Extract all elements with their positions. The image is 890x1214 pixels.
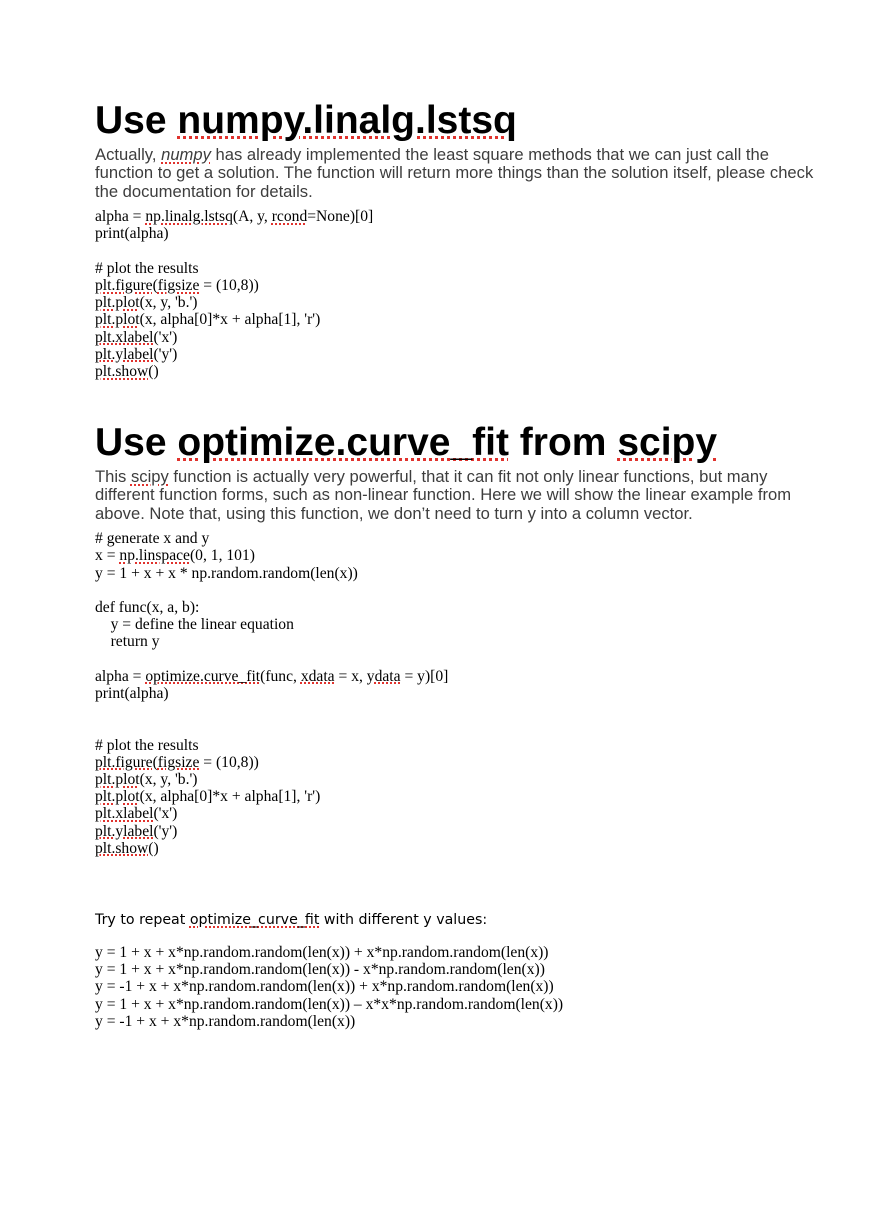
code-line — [95, 651, 815, 668]
code-line: y = define the linear equation — [95, 616, 294, 634]
heading-lstsq-term: numpy.linalg.lstsq — [177, 99, 517, 142]
code-line: plt.xlabel('x') — [95, 805, 178, 823]
spellcheck-term: np.linalg.lstsq — [145, 208, 233, 226]
exercise-prompt-term: optimize_curve_fit — [189, 912, 320, 928]
heading-lstsq: Use numpy.linalg.lstsq — [95, 99, 517, 142]
code-line: alpha = np.linalg.lstsq(A, y, rcond=None)[0] — [95, 208, 374, 226]
code-line: plt.show() — [95, 839, 159, 857]
spellcheck-term: plt.plot — [95, 294, 140, 312]
spellcheck-term: plt.ylabel — [95, 345, 154, 363]
code-line: y = -1 + x + x*np.random.random(len(x)) + x*np.random.random(len(x)) — [95, 978, 554, 996]
code-line: y = 1 + x + x * np.random.random(len(x)) — [95, 564, 358, 582]
code-block-lstsq — [95, 208, 815, 380]
code-block-curve-fit — [95, 530, 815, 857]
spellcheck-term: rcond — [271, 208, 308, 226]
spellcheck-term: plt.figure — [95, 753, 153, 771]
code-line: plt.plot(x, alpha[0]*x + alpha[1], 'r') — [95, 788, 321, 806]
code-line: y = -1 + x + x*np.random.random(len(x)) — [95, 1012, 356, 1030]
section-lstsq — [95, 101, 815, 380]
code-line: plt.plot(x, y, 'b.') — [95, 771, 198, 789]
code-line — [95, 719, 815, 736]
spellcheck-term: np.linspace — [119, 547, 190, 565]
spellcheck-term: plt.plot — [95, 788, 140, 806]
spellcheck-term: figsize — [157, 277, 200, 295]
spellcheck-term: plt.xlabel — [95, 805, 154, 823]
code-line: return y — [95, 633, 160, 651]
heading-curve-fit-term: optimize.curve_fit — [177, 421, 509, 464]
section-curve-fit — [95, 423, 815, 857]
intro-curve-fit: This scipy function is actually very powerful, that it can fit not only linear functions, but many different function forms, such as non-linear function. Here we will show the linear example from above. Note that, using this function, we don’t need to turn y into a column vector. — [95, 467, 792, 523]
code-line: plt.xlabel('x') — [95, 328, 178, 346]
spellcheck-term: plt.plot — [95, 311, 140, 329]
spellcheck-term: xdata — [300, 667, 335, 685]
heading-scipy-term: scipy — [617, 421, 718, 464]
spellcheck-term: plt.show — [95, 363, 149, 381]
intro-scipy-term: scipy — [130, 467, 169, 486]
spellcheck-term: plt.show — [95, 839, 149, 857]
spellcheck-term: plt.figure — [95, 277, 153, 295]
spellcheck-term: plt.plot — [95, 771, 140, 789]
exercise-lines — [95, 944, 815, 1030]
code-line: y = 1 + x + x*np.random.random(len(x)) + x*np.random.random(len(x)) — [95, 944, 549, 961]
intro-lstsq: Actually, numpy has already implemented the least square methods that we can just call the function to get a solution. The function will return more things than the solution itself, please check the documentation for details. — [95, 145, 814, 201]
code-line: y = 1 + x + x*np.random.random(len(x)) – x*x*np.random.random(len(x)) — [95, 995, 564, 1013]
code-line: plt.figure(figsize = (10,8)) — [95, 277, 259, 295]
code-line: plt.plot(x, y, 'b.') — [95, 294, 198, 312]
code-line — [95, 702, 815, 719]
code-line — [95, 243, 815, 260]
code-line: plt.ylabel('y') — [95, 822, 178, 840]
code-line: # plot the results — [95, 259, 199, 277]
intro-lstsq-term: numpy — [161, 145, 211, 164]
spellcheck-term: plt.xlabel — [95, 328, 154, 346]
spellcheck-term: optimize.curve_fit — [145, 667, 261, 685]
spellcheck-term: figsize — [157, 753, 200, 771]
code-line: x = np.linspace(0, 1, 101) — [95, 547, 255, 565]
spellcheck-term: ydata — [366, 667, 401, 685]
code-line: # generate x and y — [95, 530, 210, 548]
code-line: y = 1 + x + x*np.random.random(len(x)) - x*np.random.random(len(x)) — [95, 961, 545, 979]
spellcheck-term: plt.ylabel — [95, 822, 154, 840]
heading-curve-fit: Use optimize.curve_fit from scipy — [95, 421, 718, 464]
code-line: plt.show() — [95, 363, 159, 381]
exercise-prompt: Try to repeat optimize_curve_fit with different y values: — [95, 912, 488, 928]
code-line: # plot the results — [95, 736, 199, 754]
code-line: print(alpha) — [95, 685, 169, 703]
code-line: def func(x, a, b): — [95, 599, 200, 617]
code-line: alpha = optimize.curve_fit(func, xdata = x, ydata = y)[0] — [95, 667, 449, 685]
code-line — [95, 582, 815, 599]
section-exercise — [95, 911, 815, 1030]
code-line: plt.ylabel('y') — [95, 345, 178, 363]
code-line: plt.plot(x, alpha[0]*x + alpha[1], 'r') — [95, 311, 321, 329]
code-line: plt.figure(figsize = (10,8)) — [95, 753, 259, 771]
code-line: print(alpha) — [95, 225, 169, 243]
